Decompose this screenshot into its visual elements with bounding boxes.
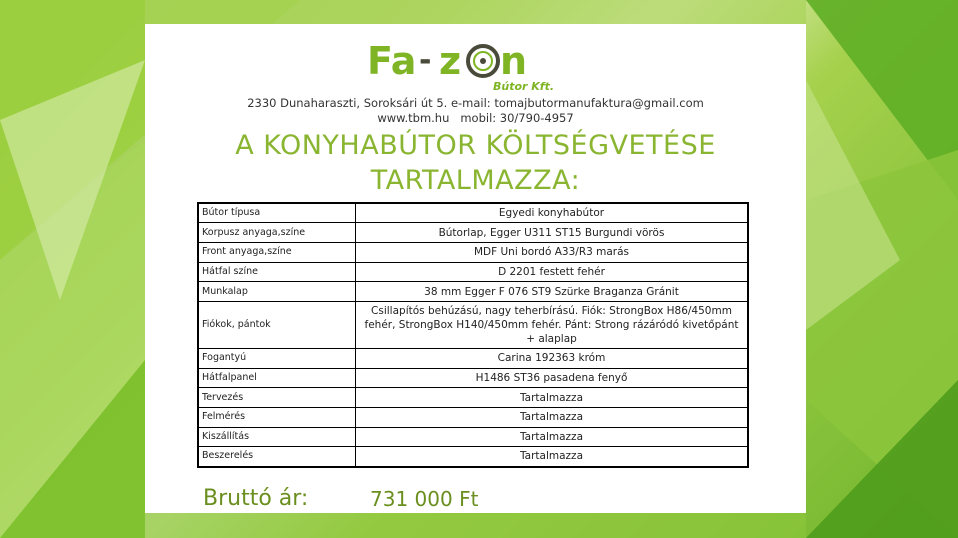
table-row	[198, 388, 748, 408]
row-label: Hátfal színe	[198, 262, 356, 282]
row-label: Hátfalpanel	[198, 368, 356, 388]
row-label: Fiókok, pántok	[198, 301, 356, 348]
row-value: Tartalmazza	[356, 408, 749, 428]
row-label: Fogantyú	[198, 348, 356, 368]
row-value: 38 mm Egger F 076 ST9 Szürke Braganza Gránit	[356, 282, 749, 302]
row-label: Beszerelés	[198, 447, 356, 467]
table-row	[198, 447, 748, 467]
row-label: Tervezés	[198, 388, 356, 408]
table-row	[198, 427, 748, 447]
contact-address: 2330 Dunaharaszti, Soroksári út 5. e-mail: tomajbutormanufaktura@gmail.com	[247, 96, 704, 110]
row-value: MDF Uni bordó A33/R3 marás	[356, 242, 749, 262]
table-row	[198, 242, 748, 262]
price-label: Bruttó ár:	[203, 486, 309, 511]
contact-web-phone: www.tbm.hu mobil: 30/790-4957	[377, 111, 574, 125]
table-row	[198, 203, 748, 223]
budget-sheet	[145, 24, 806, 513]
row-value: Tartalmazza	[356, 447, 749, 467]
table-row	[198, 223, 748, 243]
table-row	[198, 282, 748, 302]
table-row	[198, 408, 748, 428]
row-value: D 2201 festett fehér	[356, 262, 749, 282]
row-value: Egyedi konyhabútor	[356, 203, 749, 223]
budget-table	[197, 202, 749, 468]
row-label: Bútor típusa	[198, 203, 356, 223]
row-value: Carina 192363 króm	[356, 348, 749, 368]
row-value: Bútorlap, Egger U311 ST15 Burgundi vörös	[356, 223, 749, 243]
svg-text:-: -	[419, 43, 432, 78]
table-row	[198, 262, 748, 282]
svg-text:z: z	[439, 39, 462, 83]
page-title: A KONYHABÚTOR KÖLTSÉGVETÉSE	[235, 130, 716, 161]
table-row	[198, 348, 748, 368]
table-row	[198, 301, 748, 348]
company-logo	[367, 34, 597, 92]
row-value: Tartalmazza	[356, 388, 749, 408]
price-value: 731 000 Ft	[370, 487, 479, 511]
row-label: Felmérés	[198, 408, 356, 428]
svg-text:n: n	[500, 39, 528, 83]
row-value: Csillapítós behúzású, nagy teherbírású. Fiók: StrongBox H86/450mm fehér, StrongBox H140/450mm fehér. Pánt: Strong rázáródó kivetőpánt + alaplap	[356, 301, 749, 348]
row-label: Munkalap	[198, 282, 356, 302]
row-value: Tartalmazza	[356, 427, 749, 447]
svg-text:Fa: Fa	[367, 39, 417, 83]
row-label: Front anyaga,színe	[198, 242, 356, 262]
svg-text:Bútor Kft.: Bútor Kft.	[493, 80, 555, 92]
row-label: Kiszállítás	[198, 427, 356, 447]
row-value: H1486 ST36 pasadena fenyő	[356, 368, 749, 388]
row-label: Korpusz anyaga,színe	[198, 223, 356, 243]
page-subtitle: TARTALMAZZA:	[370, 165, 581, 196]
table-row	[198, 368, 748, 388]
